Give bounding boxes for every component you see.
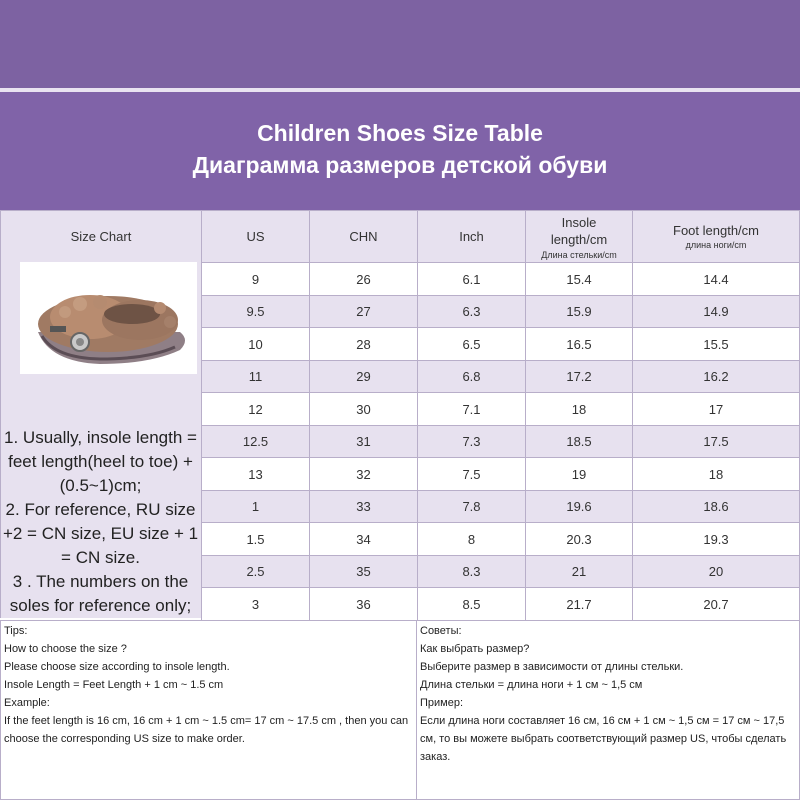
header-insole — [525, 210, 633, 263]
tips-en-line: Tips: — [4, 625, 28, 637]
tips-english — [0, 620, 417, 800]
size-notes — [0, 426, 201, 618]
tips-en-line: Please choose size according to insole length. — [4, 661, 230, 673]
tips-ru-line: Длина стельки = длина ноги + 1 см ~ 1,5 см — [420, 679, 643, 691]
tips-ru-line: Если длина ноги составляет 16 см, 16 см + 1 см ~ 1,5 см = 17 см ~ 17,5 см, то вы можете выбрать соответствующий размер US, чтобы сделать заказ. — [420, 715, 787, 763]
cell-inch: 8 — [417, 522, 526, 556]
cell-chn: 33 — [309, 490, 418, 523]
cell-chn: 30 — [309, 392, 418, 426]
top-banner — [0, 0, 800, 88]
tips-en-line: How to choose the size ? — [4, 643, 127, 655]
cell-foot: 17.5 — [632, 425, 800, 458]
cell-inch: 7.1 — [417, 392, 526, 426]
header-foot-ru: длина ноги/cm — [685, 240, 747, 250]
header-us: US — [201, 210, 310, 263]
cell-us: 9 — [201, 262, 310, 296]
cell-foot: 19.3 — [632, 522, 800, 556]
title-banner — [0, 92, 800, 210]
header-insole-label: Insole length/cm — [550, 214, 608, 247]
cell-inch: 6.5 — [417, 327, 526, 361]
cell-foot: 16.2 — [632, 360, 800, 393]
header-foot-label: Foot length/cm — [673, 223, 759, 238]
tips-ru-line: Советы: — [420, 625, 462, 637]
cell-insole: 15.4 — [525, 262, 633, 296]
cell-chn: 32 — [309, 457, 418, 491]
cell-us: 10 — [201, 327, 310, 361]
cell-foot: 20 — [632, 555, 800, 588]
cell-us: 12 — [201, 392, 310, 426]
cell-chn: 28 — [309, 327, 418, 361]
cell-insole: 18 — [525, 392, 633, 426]
cell-chn: 31 — [309, 425, 418, 458]
cell-insole: 19.6 — [525, 490, 633, 523]
header-insole-ru: Длина стельки/cm — [541, 249, 617, 260]
cell-us: 1.5 — [201, 522, 310, 556]
cell-insole: 21.7 — [525, 587, 633, 621]
note-1: 1. Usually, insole length = feet length(heel to toe) + (0.5~1)cm; — [4, 428, 197, 495]
cell-insole: 20.3 — [525, 522, 633, 556]
cell-foot: 17 — [632, 392, 800, 426]
cell-inch: 6.8 — [417, 360, 526, 393]
header-size-chart: Size Chart — [0, 210, 202, 263]
cell-us: 1 — [201, 490, 310, 523]
cell-chn: 35 — [309, 555, 418, 588]
tips-ru-line: Пример: — [420, 697, 464, 709]
cell-chn: 26 — [309, 262, 418, 296]
cell-insole: 16.5 — [525, 327, 633, 361]
fur-shoe-icon — [20, 262, 197, 374]
cell-insole: 21 — [525, 555, 633, 588]
title-russian: Диаграмма размеров детской обуви — [192, 152, 608, 178]
cell-foot: 14.4 — [632, 262, 800, 296]
cell-us: 11 — [201, 360, 310, 393]
title-english: Children Shoes Size Table — [257, 120, 543, 146]
cell-chn: 27 — [309, 295, 418, 328]
tips-en-line: Example: — [4, 697, 50, 709]
cell-chn: 36 — [309, 587, 418, 621]
cell-foot: 18.6 — [632, 490, 800, 523]
cell-us: 12.5 — [201, 425, 310, 458]
cell-inch: 6.3 — [417, 295, 526, 328]
tips-ru-line: Как выбрать размер? — [420, 643, 530, 655]
cell-foot: 14.9 — [632, 295, 800, 328]
cell-foot: 20.7 — [632, 587, 800, 621]
header-chn: CHN — [309, 210, 418, 263]
note-3: 3 . The numbers on the soles for reference only; — [9, 572, 192, 615]
cell-inch: 7.3 — [417, 425, 526, 458]
tips-en-line: Insole Length = Feet Length + 1 cm ~ 1.5 cm — [4, 679, 224, 691]
cell-us: 3 — [201, 587, 310, 621]
cell-chn: 34 — [309, 522, 418, 556]
cell-inch: 8.5 — [417, 587, 526, 621]
tips-russian — [416, 620, 800, 800]
cell-us: 9.5 — [201, 295, 310, 328]
tips-ru-line: Выберите размер в зависимости от длины стельки. — [420, 661, 684, 673]
cell-chn: 29 — [309, 360, 418, 393]
cell-foot: 18 — [632, 457, 800, 491]
cell-us: 13 — [201, 457, 310, 491]
shoe-image — [20, 262, 197, 374]
header-foot — [632, 210, 800, 263]
cell-insole: 17.2 — [525, 360, 633, 393]
cell-insole: 18.5 — [525, 425, 633, 458]
cell-insole: 19 — [525, 457, 633, 491]
note-2: 2. For reference, RU size +2 = CN size, EU size + 1 = CN size. — [2, 500, 199, 567]
cell-us: 2.5 — [201, 555, 310, 588]
cell-inch: 8.3 — [417, 555, 526, 588]
header-inch: Inch — [417, 210, 526, 263]
cell-inch: 7.8 — [417, 490, 526, 523]
cell-inch: 6.1 — [417, 262, 526, 296]
cell-inch: 7.5 — [417, 457, 526, 491]
cell-insole: 15.9 — [525, 295, 633, 328]
tips-en-line: If the feet length is 16 cm, 16 cm + 1 cm ~ 1.5 cm= 17 cm ~ 17.5 cm , then you can choose the corresponding US size to make order. — [4, 715, 409, 745]
cell-foot: 15.5 — [632, 327, 800, 361]
